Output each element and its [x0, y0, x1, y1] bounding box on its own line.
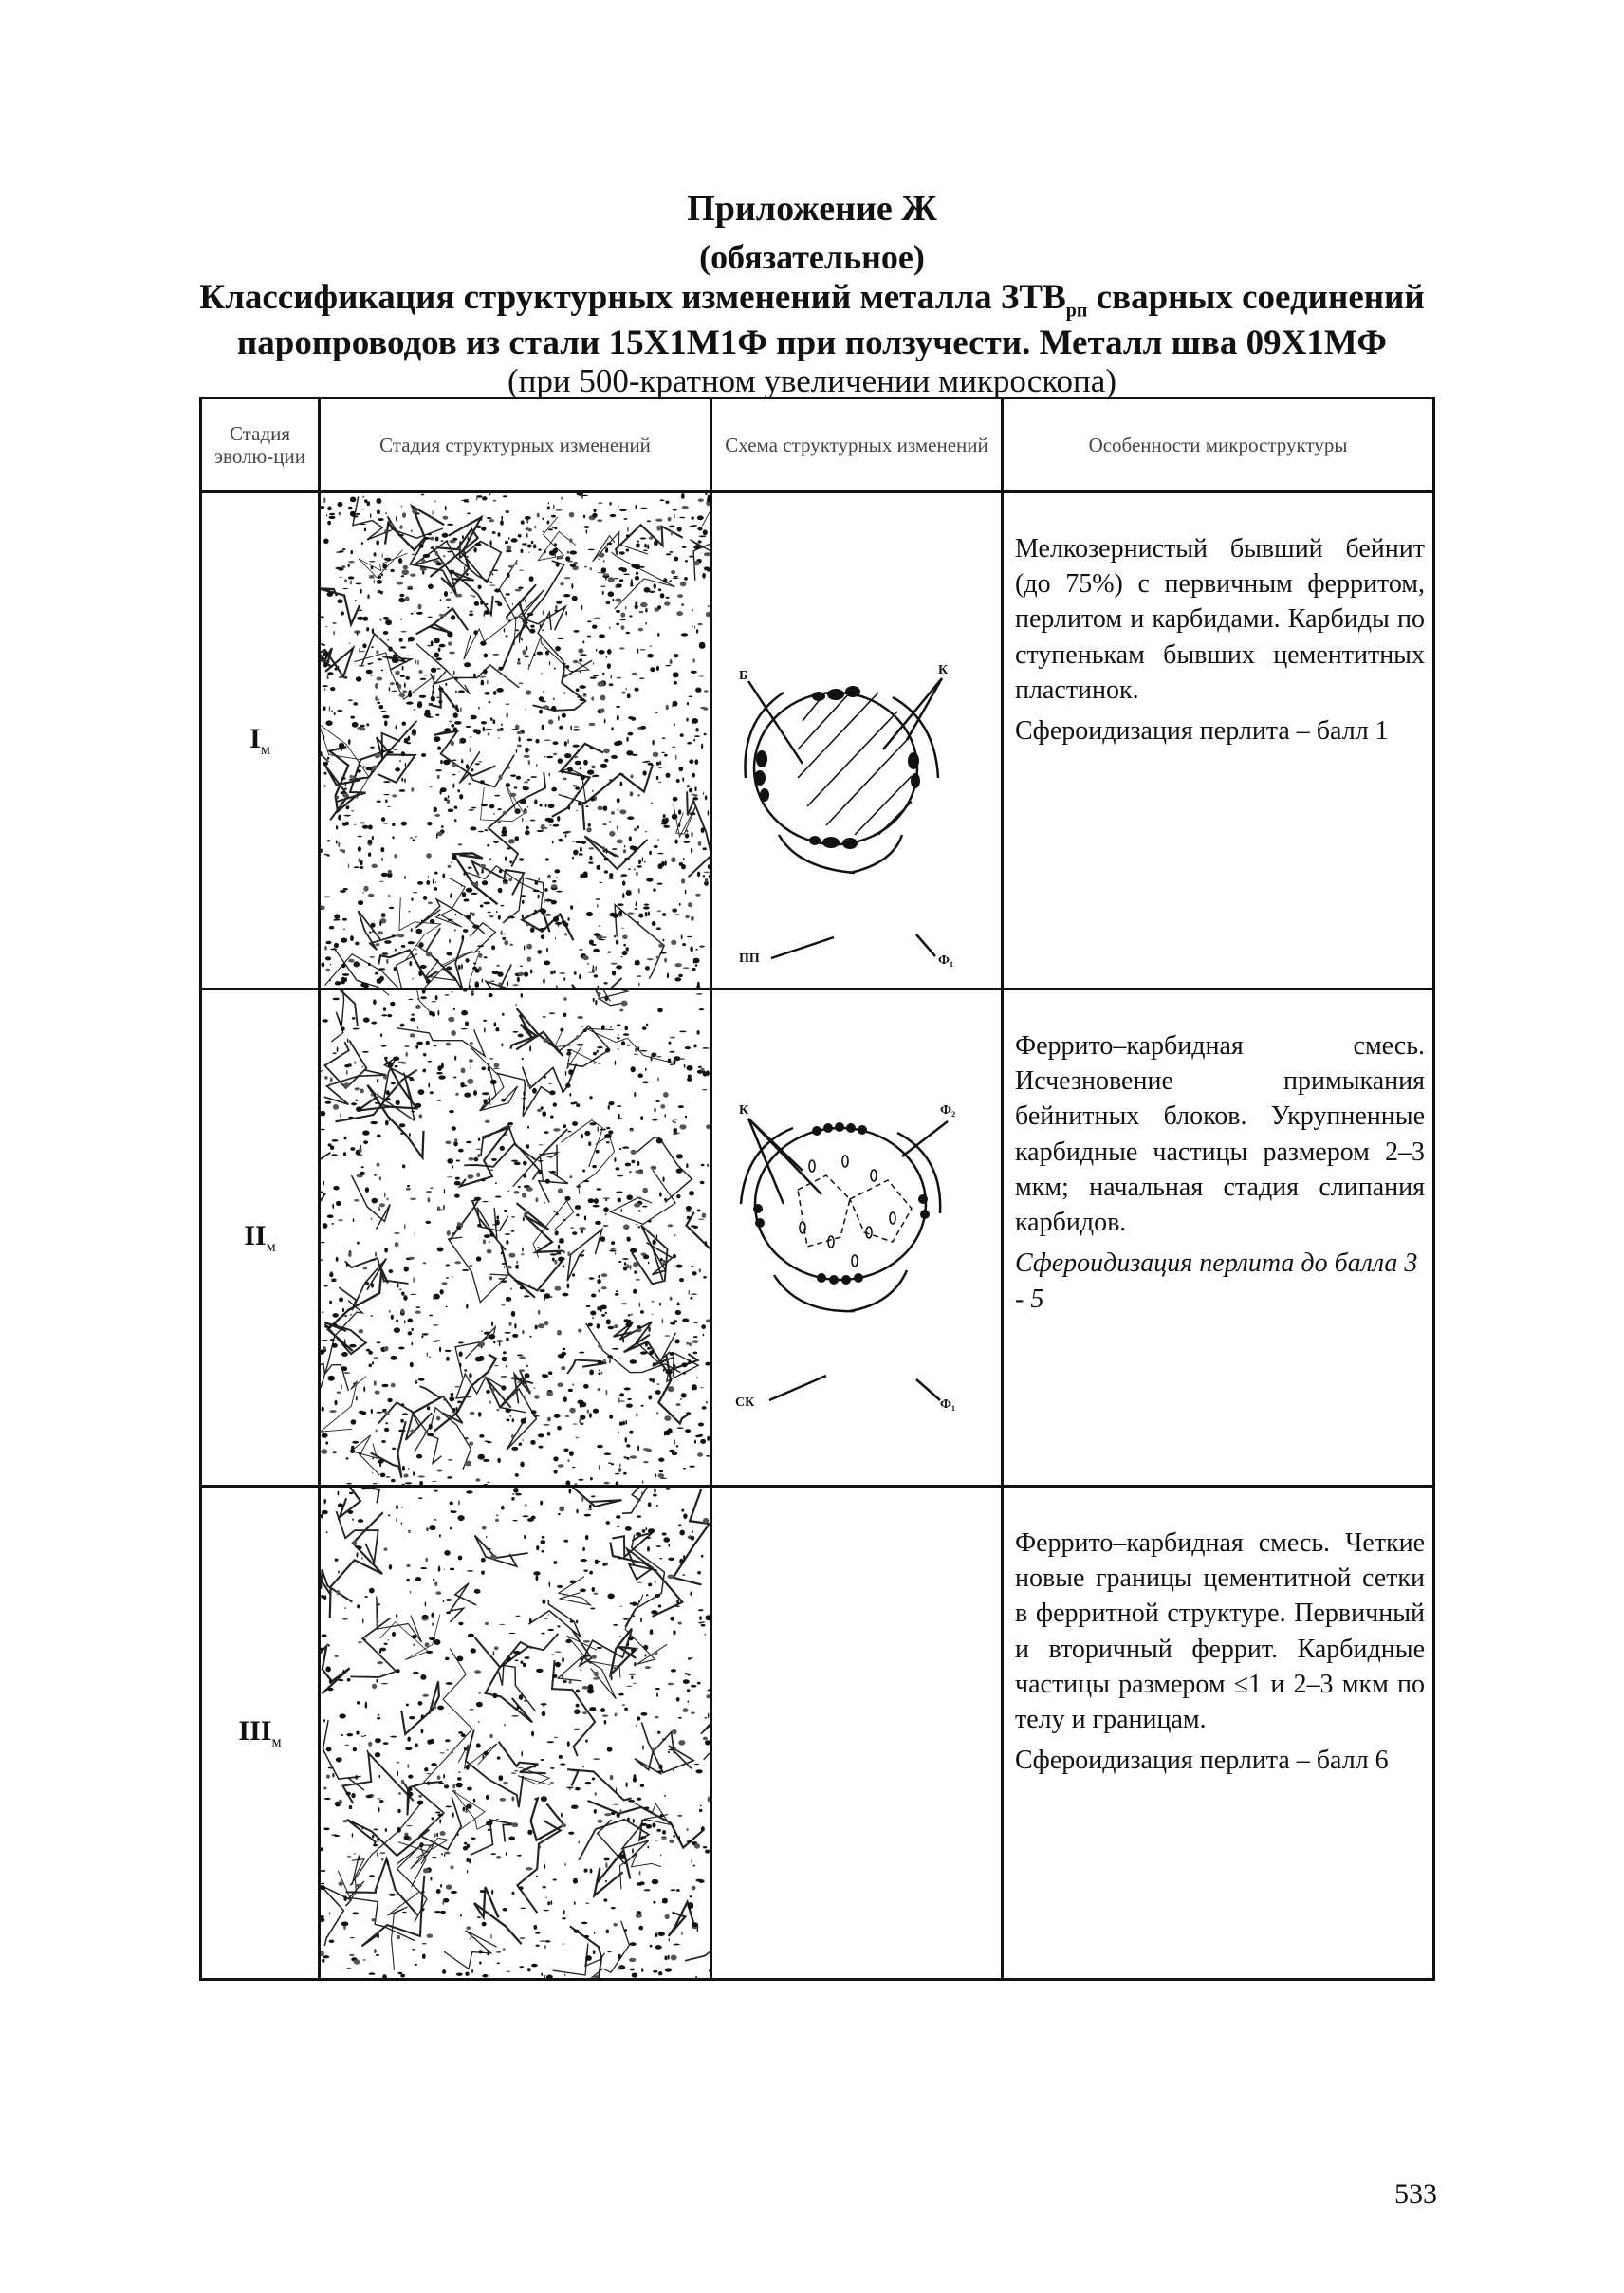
appendix-status: (обязательное)	[699, 238, 925, 276]
table-row	[201, 989, 1434, 1487]
micrograph-image	[320, 492, 711, 989]
scheme-label: Б	[739, 669, 748, 683]
magnification-note: (при 500-кратном увеличении микроскопа)	[508, 362, 1116, 399]
scheme-label: Ф₁	[938, 953, 954, 968]
scheme-label: Ф₁	[940, 1397, 956, 1412]
microstructure-description: Мелкозернистый бывший бейнит (до 75%) с первичным ферритом, перлитом и карбидами. Карбиды по ступенькам бывших цементитных пластинок. Сфероидизация перлита – балл 1	[1003, 492, 1434, 989]
column-header-evolution-stage: Стадия эволю-ции	[201, 398, 320, 492]
column-header-scheme: Схема структурных изменений	[711, 398, 1003, 492]
column-header-structural-stage: Стадия структурных изменений	[320, 398, 711, 492]
structure-scheme-empty	[711, 1487, 1003, 1980]
structure-scheme-diagram	[711, 989, 1003, 1487]
structure-scheme-diagram	[711, 492, 1003, 989]
microstructure-description: Феррито–карбидная смесь. Четкие новые границы цементитной сетки в ферритной структуре. Первичный и вторичный феррит. Карбидные частицы размером ≤1 и 2–3 мкм по телу и границам. Сфероидизация перлита – балл 6	[1003, 1487, 1434, 1980]
column-header-features: Особенности микроструктуры	[1003, 398, 1434, 492]
page-number: 533	[1394, 2178, 1437, 2210]
table-header-row	[201, 398, 1434, 492]
microstructure-description: Феррито–карбидная смесь. Исчезновение примыкания бейнитных блоков. Укрупненные карбидные частицы размером 2–3 мкм; начальная стадия слипания карбидов. Сфероидизация перлита до балла 3 - 5	[1003, 989, 1434, 1487]
stage-label: $III_м$	[201, 1487, 320, 1980]
stage-label: $I_м$	[201, 492, 320, 989]
table-row	[201, 492, 1434, 989]
scheme-label: К	[938, 663, 949, 677]
stage-label: $II_м$	[201, 989, 320, 1487]
document-heading-line-2: паропроводов из стали 15Х1М1Ф при ползучести. Металл шва 09Х1МФ	[236, 324, 1388, 362]
scheme-label: Ф₂	[940, 1103, 956, 1118]
scheme-label: К	[739, 1103, 749, 1118]
document-heading-line-1: Классификация структурных изменений металла $ЗТВ_{рп}$ сварных соединений	[199, 278, 1425, 322]
scheme-label: ПП	[739, 952, 760, 966]
table-row	[201, 1487, 1434, 1980]
classification-table	[199, 397, 1435, 1981]
appendix-title: Приложение Ж	[687, 189, 937, 229]
micrograph-image	[320, 1487, 711, 1980]
micrograph-image	[320, 989, 711, 1487]
scheme-label: СК	[735, 1396, 755, 1410]
